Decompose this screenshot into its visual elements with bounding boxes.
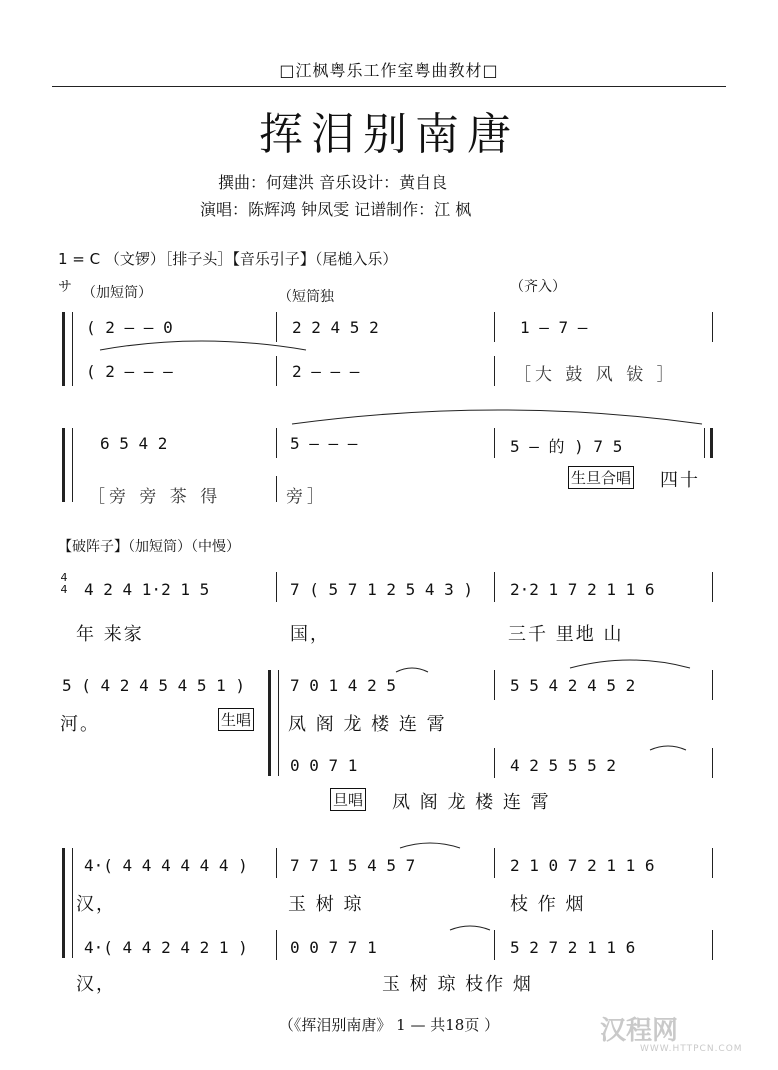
header-caption: □江枫粤乐工作室粤曲教材□ xyxy=(279,61,499,80)
sys3-lyric-1: 年 来家 xyxy=(76,624,144,645)
sys2-upper-m1: 6 5 4 2 xyxy=(100,434,168,453)
sys5-lower-lyric-2: 玉 树 琼 枝作 烟 xyxy=(382,974,533,995)
sys5-lower-m1: 4·( 4 4 2 4 2 1 ) xyxy=(84,938,248,957)
credit-line-2: 演唱：陈辉鸿 钟凤雯 记谱制作：江 枫 xyxy=(200,200,472,219)
sys1-upper-m1: ( 2 – – 0 xyxy=(86,318,173,337)
sys5-upper-m2: 7 7 1 5 4 5 7 xyxy=(290,856,416,875)
sys5-upper-lyric-1: 汉， xyxy=(76,894,116,915)
time-sig-num: 4 xyxy=(60,571,68,584)
role-box-shengdan: 生旦合唱 xyxy=(568,466,634,489)
sys5-upper-lyric-3: 枝 作 烟 xyxy=(510,894,586,915)
sys1-lower-m2: 2 – – – xyxy=(292,362,360,381)
sys4-upper-lyric: 凤 阁 龙 楼 连 霄 xyxy=(288,714,447,735)
slur xyxy=(570,660,690,668)
tie xyxy=(396,668,428,672)
section-label: 【破阵子】（加短筒）（中慢） xyxy=(58,539,240,555)
sys5-upper-m3: 2 1 0 7 2 1 1 6 xyxy=(510,856,655,875)
sys1-label-duantong: （短筒独 xyxy=(278,289,334,305)
sys5-upper-m1: 4·( 4 4 4 4 4 4 ) xyxy=(84,856,248,875)
sys1-lower-m1: ( 2 – – – xyxy=(86,362,173,381)
sys3-m2: 7 ( 5 7 1 2 5 4 3 ) xyxy=(290,580,474,599)
sys1-upper-m2: 2 2 4 5 2 xyxy=(292,318,379,337)
sys5-upper-lyric-2: 玉 树 琼 xyxy=(288,894,364,915)
sys1-percussion: ［大 鼓 风 钹 ］ xyxy=(514,365,678,385)
sys5-lower-lyric-1: 汉， xyxy=(76,974,116,995)
sys4-lower-m2: 4 2 5 5 5 2 xyxy=(510,756,616,775)
sa-mark: サ xyxy=(58,279,72,295)
sys4-upper-m1: 7 0 1 4 2 5 xyxy=(290,676,396,695)
sys4-lower-lyric: 凤 阁 龙 楼 连 霄 xyxy=(392,792,551,813)
role-box-sheng: 生唱 xyxy=(218,708,254,731)
sys3-m1: 4 2 4 1·2 1 5 xyxy=(84,580,210,599)
role-box-dan: 旦唱 xyxy=(330,788,366,811)
tie xyxy=(450,926,490,930)
tie xyxy=(650,746,686,750)
tie xyxy=(400,843,460,848)
sys2-upper-m2: 5 – – – xyxy=(290,434,358,453)
page-title: 挥泪别南唐 xyxy=(259,109,519,160)
sys1-label-qiru: （齐入） xyxy=(510,279,566,295)
sys2-lyric-sishi: 四十 xyxy=(660,470,700,491)
sys5-lower-m2: 0 0 7 7 1 xyxy=(290,938,377,957)
key-line: 1 = C （文锣）［排子头］【音乐引子】（尾槌入乐） xyxy=(58,250,398,268)
sys4-left-notes: 5 ( 4 2 4 5 4 5 1 ) xyxy=(62,676,246,695)
credit-line-1: 撰曲：何建洪 音乐设计：黄自良 xyxy=(218,173,448,192)
watermark-logo: 汉程网 xyxy=(600,1016,679,1046)
sys4-upper-m2: 5 5 4 2 4 5 2 xyxy=(510,676,636,695)
sys5-lower-m3: 5 2 7 2 1 1 6 xyxy=(510,938,636,957)
sys1-upper-m3: 1 – 7 – xyxy=(520,318,588,337)
sys4-lower-m1: 0 0 7 1 xyxy=(290,756,358,775)
slur xyxy=(100,341,306,350)
slur xyxy=(292,410,702,424)
sys2-percussion-b: 旁］ xyxy=(286,487,328,507)
sys3-lyric-2: 国， xyxy=(290,624,330,645)
sys3-lyric-3: 三千 里地 山 xyxy=(508,624,624,645)
page-footer: （《挥泪别南唐》 1 — 共18页 ） xyxy=(278,1016,500,1034)
watermark-url: WWW.HTTPCN.COM xyxy=(640,1044,743,1054)
sys2-percussion-a: ［旁 旁 茶 得 xyxy=(88,487,222,507)
sys4-left-lyric: 河。 xyxy=(60,714,100,735)
sys1-label-jia: （加短筒） xyxy=(82,285,152,301)
sys3-m3: 2·2 1 7 2 1 1 6 xyxy=(510,580,655,599)
time-sig-den: 4 xyxy=(60,583,68,596)
sys2-upper-m3: 5 – 的 ) 7 5 xyxy=(510,437,623,456)
